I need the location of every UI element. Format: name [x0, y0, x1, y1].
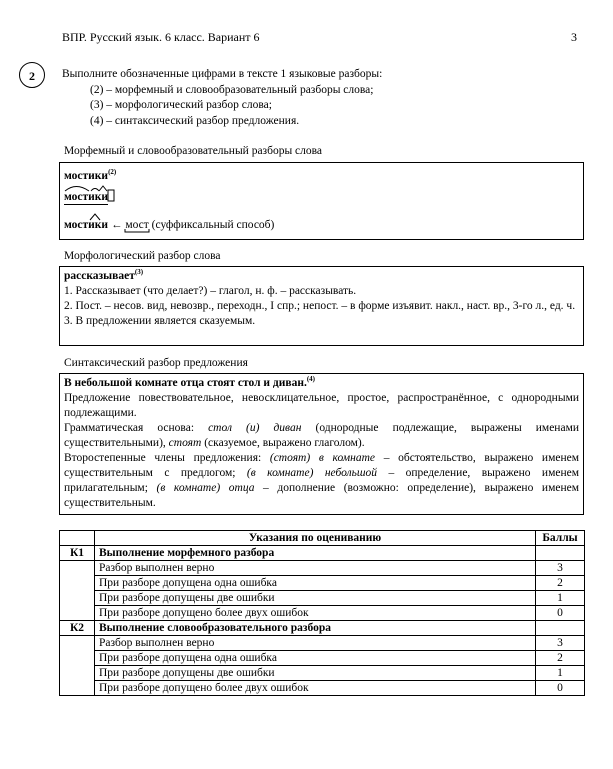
- page-header: ВПР. Русский язык. 6 класс. Вариант 6: [62, 30, 260, 44]
- row-text: При разборе допущено более двух ошибок: [95, 681, 536, 696]
- criterion-code: К1: [60, 546, 95, 561]
- row-points: 0: [536, 606, 585, 621]
- syntax-text: (сказуемое, выражено глаголом).: [201, 437, 365, 449]
- criterion-spacer: [60, 561, 95, 621]
- syntax-circumstance: (стоят) в комнате: [269, 452, 376, 464]
- table-row: [60, 576, 585, 591]
- table-header-row: [60, 531, 585, 546]
- syntax-text: Второстепенные члены предложения:: [64, 452, 270, 464]
- syntax-predicate: стоят: [168, 437, 202, 449]
- morph-word: рассказывает: [64, 270, 135, 282]
- table-row: [60, 666, 585, 681]
- row-text: При разборе допущено более двух ошибок: [95, 606, 536, 621]
- syntax-text: – обстоятельство, выражено именем существительным с предлогом;: [64, 452, 579, 479]
- row-text: При разборе допущена одна ошибка: [95, 576, 536, 591]
- derivation-word: [64, 218, 108, 233]
- syntax-subjects: стол (и) диван: [208, 422, 302, 434]
- morph-line: 3. В предложении является сказуемым.: [64, 315, 256, 327]
- criterion-code: К2: [60, 621, 95, 636]
- morph-line: 1. Рассказывает (что делает?) – глагол, н. ф. – рассказывать.: [64, 285, 357, 297]
- syntax-section-title: Синтаксический разбор предложения: [64, 357, 248, 369]
- criterion-points-empty: [536, 621, 585, 636]
- syntax-object: (в комнате) отца: [156, 482, 255, 494]
- table-row: [60, 651, 585, 666]
- grading-table: [59, 530, 585, 696]
- derivation-base-text: мост: [125, 219, 149, 231]
- syntax-characteristics: Предложение повествовательное, невосклицательное, простое, распространённое, с однородными подлежащими.: [64, 392, 579, 419]
- morpheme-parsed-word: [64, 190, 108, 205]
- table-header-criteria: Указания по оцениванию: [95, 531, 536, 546]
- task-item: (4) – синтаксический разбор предложения.: [90, 114, 300, 127]
- derivation-arrow: ←: [110, 219, 123, 231]
- task-item: (2) – морфемный и словообразовательный разборы слова;: [90, 83, 374, 96]
- row-text: При разборе допущена одна ошибка: [95, 651, 536, 666]
- row-points: 1: [536, 666, 585, 681]
- syntax-box: [59, 373, 584, 515]
- derivation-word-text: мостики: [64, 219, 109, 231]
- derivation-method: (суффиксальный способ): [151, 219, 275, 231]
- row-text: При разборе допущены две ошибки: [95, 666, 536, 681]
- task-item: (3) – морфологический разбор слова;: [90, 99, 272, 111]
- criterion-title: Выполнение морфемного разбора: [95, 546, 536, 561]
- row-points: 3: [536, 636, 585, 651]
- table-header-points: Баллы: [536, 531, 585, 546]
- task-number-badge: 2: [19, 62, 45, 88]
- morpheme-word: мостики: [64, 170, 109, 182]
- table-header-code: [60, 531, 95, 546]
- root-bracket-icon: [125, 229, 155, 235]
- syntax-text: – дополнение (возможно: определение), выражено именем существительным.: [64, 482, 579, 509]
- syntax-superscript: (4): [306, 375, 315, 384]
- criterion-spacer: [60, 636, 95, 696]
- syntax-grammar-basis: [64, 421, 579, 451]
- suffix-mark-icon: [64, 213, 114, 223]
- morpheme-parsed-text: мостики: [64, 191, 109, 203]
- row-points: 1: [536, 591, 585, 606]
- morph-line: 2. Пост. – несов. вид, невозвр., переходн., I спр.; непост. – в форме изъявит. накл., наст. вр., 3-го л., ед. ч.: [64, 300, 576, 312]
- criterion-row: [60, 546, 585, 561]
- row-text: Разбор выполнен верно: [95, 561, 536, 576]
- row-points: 0: [536, 681, 585, 696]
- morph-box: [59, 266, 584, 346]
- row-points: 2: [536, 576, 585, 591]
- syntax-text: – определение, выражено именем прилагательным;: [64, 467, 580, 494]
- table-row: [60, 681, 585, 696]
- task-instructions: [62, 67, 382, 129]
- table-row: [60, 606, 585, 621]
- syntax-text: (однородные подлежащие, выражены именами существительными),: [64, 422, 580, 449]
- morph-section-title: Морфологический разбор слова: [64, 250, 221, 262]
- criterion-points-empty: [536, 546, 585, 561]
- criterion-row: [60, 621, 585, 636]
- syntax-text: Грамматическая основа:: [64, 422, 209, 434]
- table-row: [60, 591, 585, 606]
- syntax-secondary-members: [64, 451, 579, 511]
- row-points: 2: [536, 651, 585, 666]
- morph-superscript: (3): [134, 268, 144, 277]
- morpheme-box: [59, 162, 584, 240]
- morpheme-superscript: (2): [108, 168, 117, 177]
- table-row: [60, 636, 585, 651]
- row-points: 3: [536, 561, 585, 576]
- syntax-attribute: (в комнате) небольшой: [246, 467, 378, 479]
- syntax-sentence: В небольшой комнате отца стоят стол и диван.: [64, 377, 307, 389]
- table-row: [60, 561, 585, 576]
- morpheme-section-title: Морфемный и словообразовательный разборы слова: [64, 145, 323, 157]
- row-text: Разбор выполнен верно: [95, 636, 536, 651]
- criterion-title: Выполнение словообразовательного разбора: [95, 621, 536, 636]
- task-intro: Выполните обозначенные цифрами в тексте 1 языковые разборы:: [62, 68, 383, 80]
- page-number: 3: [571, 30, 577, 44]
- morph-marks-icon: [63, 183, 123, 203]
- row-text: При разборе допущены две ошибки: [95, 591, 536, 606]
- derivation-base: [125, 218, 148, 233]
